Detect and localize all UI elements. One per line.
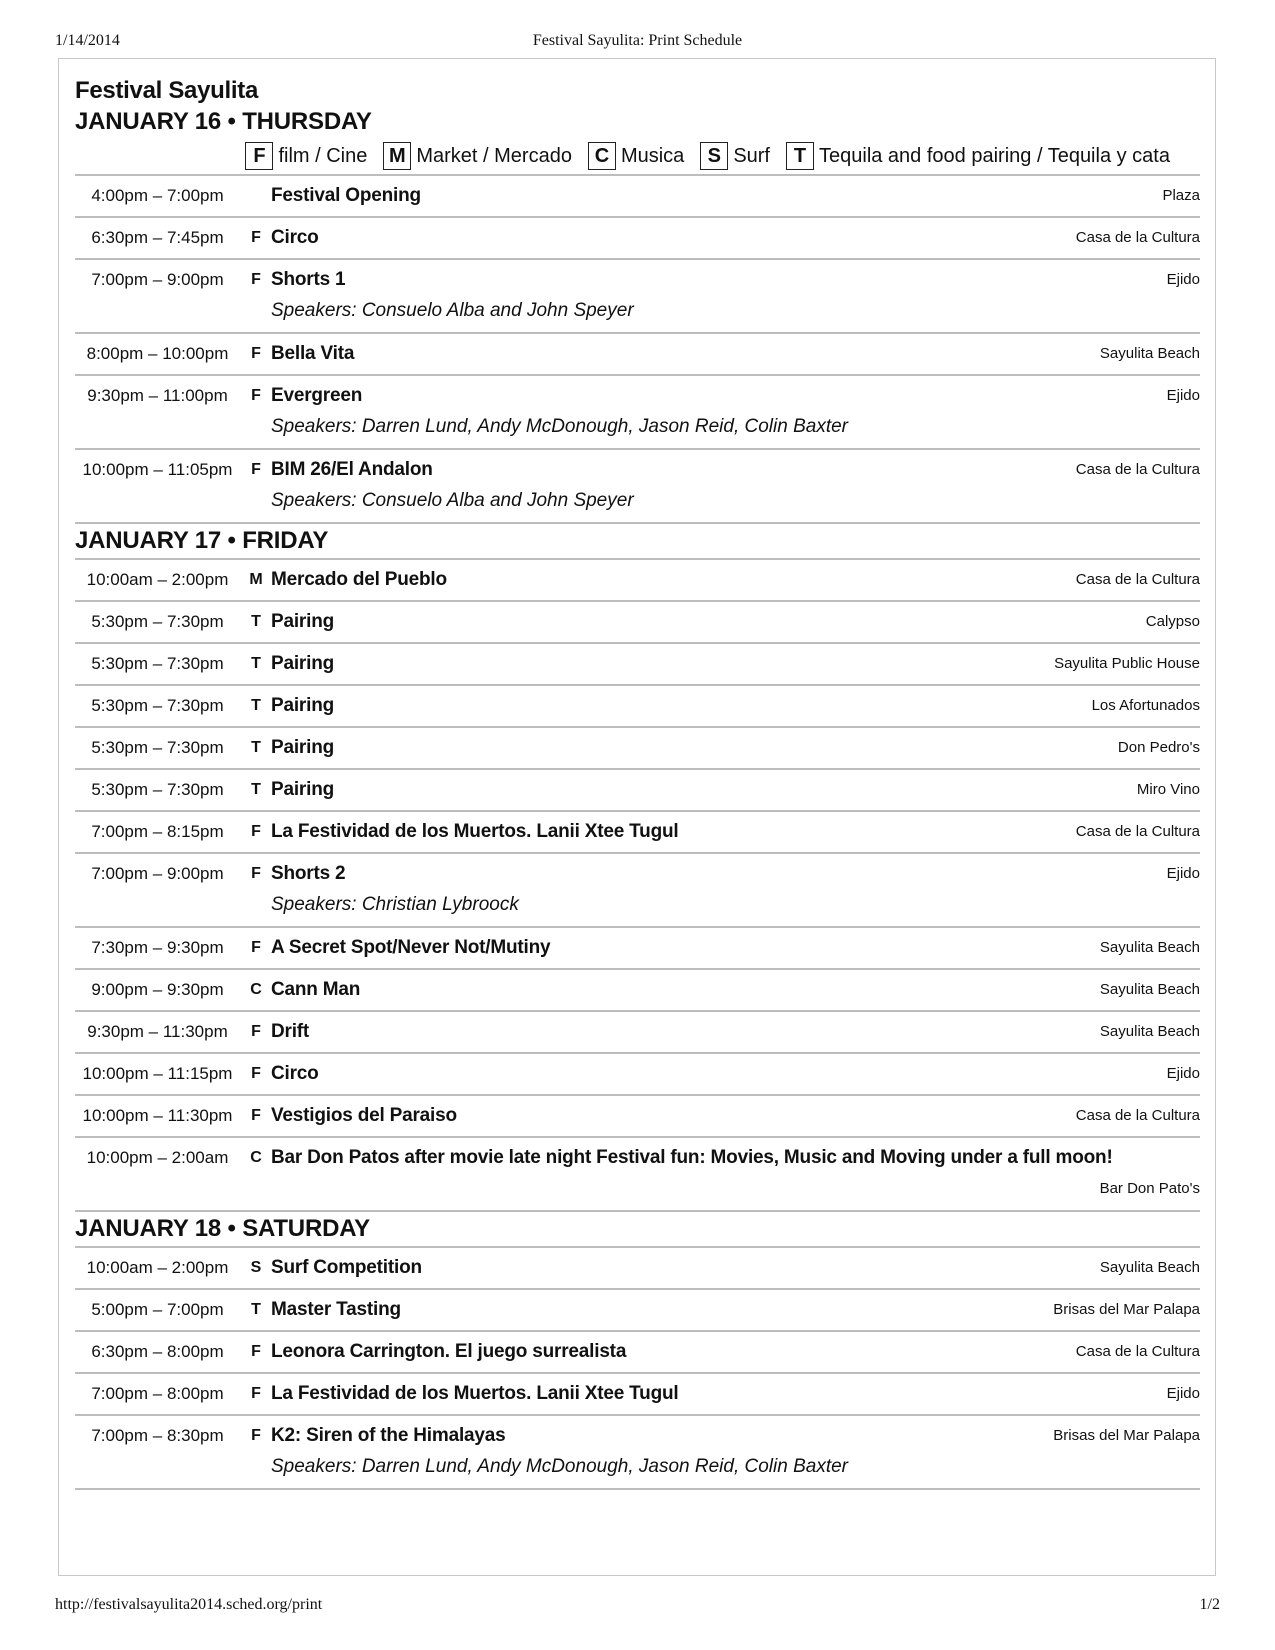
- event-time: 7:30pm – 9:30pm: [91, 938, 224, 957]
- event-speakers: Speakers: Consuelo Alba and John Speyer: [271, 490, 634, 511]
- event-category-code: F: [251, 229, 261, 246]
- legend-item: [700, 142, 770, 170]
- event-row[interactable]: [75, 1332, 1200, 1374]
- event-main-line: [75, 560, 1200, 600]
- event-title[interactable]: Master Tasting: [271, 1299, 401, 1320]
- legend-label: Tequila and food pairing / Tequila y cata: [819, 144, 1170, 167]
- event-venue: Ejido: [1166, 865, 1200, 882]
- event-time: 7:00pm – 9:00pm: [91, 864, 224, 883]
- event-title[interactable]: Pairing: [271, 779, 335, 800]
- event-main-line: [75, 1290, 1200, 1330]
- event-title[interactable]: BIM 26/El Andalon: [271, 459, 433, 480]
- event-time: 10:00pm – 11:15pm: [82, 1064, 233, 1083]
- event-venue: Casa de la Cultura: [1075, 1343, 1200, 1360]
- event-main-line: [75, 334, 1200, 374]
- event-venue: Plaza: [1162, 187, 1200, 204]
- legend-code-box: M: [383, 142, 411, 170]
- event-venue: Casa de la Cultura: [1075, 461, 1200, 478]
- event-category-code: F: [251, 1343, 261, 1360]
- event-row[interactable]: [75, 1290, 1200, 1332]
- event-title[interactable]: Vestigios del Paraiso: [271, 1105, 457, 1126]
- event-venue: Ejido: [1166, 387, 1200, 404]
- event-time: 7:00pm – 8:00pm: [91, 1384, 224, 1403]
- event-category-code: T: [251, 1301, 261, 1318]
- event-row[interactable]: [75, 1012, 1200, 1054]
- event-time: 9:30pm – 11:30pm: [87, 1022, 228, 1041]
- event-venue: Casa de la Cultura: [1075, 823, 1200, 840]
- event-venue: Los Afortunados: [1091, 697, 1200, 714]
- event-title[interactable]: Festival Opening: [271, 185, 421, 206]
- day-heading: JANUARY 17 • FRIDAY: [75, 524, 1200, 560]
- event-venue: Sayulita Beach: [1099, 939, 1200, 956]
- event-category-code: F: [251, 1107, 261, 1124]
- legend-item: [245, 142, 367, 170]
- event-main-line: [75, 812, 1200, 852]
- event-time: 6:30pm – 8:00pm: [91, 1342, 224, 1361]
- event-venue: Sayulita Beach: [1099, 981, 1200, 998]
- event-venue: Sayulita Public House: [1054, 655, 1200, 672]
- event-main-line: [75, 970, 1200, 1010]
- event-main-line: [75, 602, 1200, 642]
- event-row[interactable]: [75, 560, 1200, 602]
- event-main-line: [75, 1332, 1200, 1372]
- event-venue: Sayulita Beach: [1099, 345, 1200, 362]
- event-time: 10:00pm – 11:05pm: [82, 460, 233, 479]
- print-header: [55, 28, 1220, 52]
- event-category-code: F: [251, 271, 261, 288]
- event-category-code: C: [250, 1149, 262, 1166]
- day-section: [75, 106, 1200, 524]
- event-main-line: [75, 686, 1200, 726]
- event-title[interactable]: Drift: [271, 1021, 310, 1042]
- event-category-code: T: [251, 655, 261, 672]
- event-time: 10:00pm – 2:00am: [86, 1148, 229, 1167]
- event-venue: Ejido: [1166, 271, 1200, 288]
- event-row[interactable]: [75, 728, 1200, 770]
- event-main-line: [75, 854, 1200, 894]
- legend-label: Surf: [733, 144, 770, 167]
- event-venue: Sayulita Beach: [1099, 1023, 1200, 1040]
- day-heading: JANUARY 18 • SATURDAY: [75, 1212, 1200, 1248]
- event-category-code: F: [251, 387, 261, 404]
- page-number: 1/2: [1199, 1596, 1220, 1613]
- event-category-code: T: [251, 739, 261, 756]
- event-category-code: F: [251, 1065, 261, 1082]
- event-row[interactable]: [75, 854, 1200, 928]
- event-venue: Casa de la Cultura: [1075, 571, 1200, 588]
- event-category-code: S: [250, 1259, 262, 1276]
- event-category-code: F: [251, 1023, 261, 1040]
- event-category-code: T: [251, 613, 261, 630]
- print-date: 1/14/2014: [55, 32, 120, 49]
- event-venue: Ejido: [1166, 1385, 1200, 1402]
- event-venue: Bar Don Pato's: [1099, 1180, 1200, 1197]
- day-section: [75, 1212, 1200, 1490]
- event-title[interactable]: Leonora Carrington. El juego surrealista: [271, 1341, 627, 1362]
- event-time: 5:30pm – 7:30pm: [91, 654, 224, 673]
- event-main-line: [75, 1054, 1200, 1094]
- event-row[interactable]: [75, 970, 1200, 1012]
- event-venue: Ejido: [1166, 1065, 1200, 1082]
- event-row[interactable]: [75, 1416, 1200, 1490]
- legend-code-box: C: [588, 142, 616, 170]
- event-category-code: F: [251, 939, 261, 956]
- event-time: 10:00am – 2:00pm: [86, 570, 229, 589]
- event-category-code: M: [249, 571, 263, 588]
- legend-code-box: S: [700, 142, 728, 170]
- day-section: [75, 524, 1200, 1212]
- event-row[interactable]: [75, 376, 1200, 450]
- event-main-line: [75, 1096, 1200, 1136]
- event-row[interactable]: [75, 334, 1200, 376]
- event-time: 5:30pm – 7:30pm: [91, 780, 224, 799]
- legend-item: [383, 142, 572, 170]
- event-title[interactable]: Shorts 2: [271, 863, 346, 884]
- event-venue: Casa de la Cultura: [1075, 1107, 1200, 1124]
- site-title: Festival Sayulita: [75, 77, 258, 104]
- event-category-code: F: [251, 345, 261, 362]
- event-category-code: C: [250, 981, 262, 998]
- event-title[interactable]: Mercado del Pueblo: [271, 569, 447, 590]
- event-title[interactable]: Shorts 1: [271, 269, 346, 290]
- category-legend: [75, 138, 1200, 176]
- event-row[interactable]: [75, 1248, 1200, 1290]
- legend-label: Market / Mercado: [416, 144, 572, 167]
- schedule-days: [75, 106, 1200, 1490]
- event-category-code: [245, 176, 267, 216]
- event-main-line: [75, 376, 1200, 416]
- legend-code-box: T: [786, 142, 814, 170]
- event-title[interactable]: La Festividad de los Muertos. Lanii Xtee Tugul: [271, 1383, 679, 1404]
- event-category-code: F: [251, 461, 261, 478]
- event-title[interactable]: Pairing: [271, 653, 335, 674]
- event-venue: Brisas del Mar Palapa: [1053, 1301, 1200, 1318]
- event-row[interactable]: [75, 812, 1200, 854]
- legend-label: film / Cine: [278, 144, 368, 167]
- event-title[interactable]: Pairing: [271, 611, 335, 632]
- legend-label: Musica: [620, 144, 685, 167]
- event-speakers: Speakers: Consuelo Alba and John Speyer: [271, 300, 634, 321]
- event-main-line: [75, 1012, 1200, 1052]
- legend-code-box: F: [245, 142, 273, 170]
- event-main-line: [75, 1248, 1200, 1288]
- event-row[interactable]: [75, 1054, 1200, 1096]
- legend-item: [588, 142, 684, 170]
- event-venue: Miro Vino: [1136, 781, 1200, 798]
- event-main-line: [75, 1138, 1200, 1178]
- event-venue: Brisas del Mar Palapa: [1053, 1427, 1200, 1444]
- event-row[interactable]: [75, 686, 1200, 728]
- event-title[interactable]: Pairing: [271, 695, 335, 716]
- event-time: 4:00pm – 7:00pm: [91, 186, 224, 205]
- event-row[interactable]: [75, 1096, 1200, 1138]
- day-heading: JANUARY 16 • THURSDAY: [75, 108, 372, 135]
- print-footer: [55, 1592, 1220, 1616]
- event-title[interactable]: Circo: [271, 1063, 319, 1084]
- event-main-line: [75, 176, 1200, 216]
- event-category-code: F: [251, 1385, 261, 1402]
- event-speakers: Speakers: Darren Lund, Andy McDonough, Jason Reid, Colin Baxter: [271, 1456, 848, 1477]
- event-time: 8:00pm – 10:00pm: [86, 344, 229, 363]
- event-title[interactable]: Cann Man: [271, 979, 361, 1000]
- event-category-code: F: [251, 865, 261, 882]
- event-venue: Casa de la Cultura: [1075, 229, 1200, 246]
- event-title[interactable]: Pairing: [271, 737, 335, 758]
- event-speakers: Speakers: Christian Lybroock: [271, 894, 519, 915]
- print-title: Festival Sayulita: Print Schedule: [532, 32, 743, 49]
- event-main-line: [75, 218, 1200, 258]
- event-time: 7:00pm – 8:15pm: [91, 822, 224, 841]
- schedule-content: [75, 76, 1200, 1490]
- event-main-line: [75, 770, 1200, 810]
- event-time: 5:30pm – 7:30pm: [91, 738, 224, 757]
- event-main-line: [75, 644, 1200, 684]
- event-row[interactable]: [75, 1374, 1200, 1416]
- event-category-code: F: [251, 823, 261, 840]
- event-main-line: [75, 450, 1200, 490]
- event-row[interactable]: [75, 176, 1200, 218]
- legend-item: [786, 142, 1170, 170]
- event-title[interactable]: Surf Competition: [271, 1257, 422, 1278]
- event-main-line: [75, 1374, 1200, 1414]
- event-venue: Don Pedro's: [1117, 739, 1200, 756]
- event-row[interactable]: [75, 260, 1200, 334]
- event-row[interactable]: [75, 218, 1200, 260]
- event-main-line: [75, 1416, 1200, 1456]
- event-time: 5:30pm – 7:30pm: [91, 696, 224, 715]
- event-time: 6:30pm – 7:45pm: [91, 228, 224, 247]
- event-category-code: F: [251, 1427, 261, 1444]
- event-time: 7:00pm – 9:00pm: [91, 270, 224, 289]
- event-title[interactable]: Bar Don Patos after movie late night Festival fun: Movies, Music and Moving under a full moon!: [271, 1147, 1113, 1168]
- event-row[interactable]: [75, 1138, 1200, 1212]
- print-url: http://festivalsayulita2014.sched.org/print: [55, 1596, 323, 1613]
- event-title[interactable]: A Secret Spot/Never Not/Mutiny: [271, 937, 551, 958]
- event-title[interactable]: Bella Vita: [271, 343, 355, 364]
- event-time: 5:30pm – 7:30pm: [91, 612, 224, 631]
- event-main-line: [75, 728, 1200, 768]
- event-main-line: [75, 260, 1200, 300]
- event-time: 9:30pm – 11:00pm: [87, 386, 228, 405]
- event-title[interactable]: K2: Siren of the Himalayas: [271, 1425, 506, 1446]
- event-title[interactable]: Circo: [271, 227, 319, 248]
- event-row[interactable]: [75, 644, 1200, 686]
- event-row[interactable]: [75, 450, 1200, 524]
- event-row[interactable]: [75, 602, 1200, 644]
- event-main-line: [75, 928, 1200, 968]
- event-venue: Calypso: [1145, 613, 1200, 630]
- event-category-code: T: [251, 697, 261, 714]
- event-row[interactable]: [75, 770, 1200, 812]
- event-speakers: Speakers: Darren Lund, Andy McDonough, Jason Reid, Colin Baxter: [271, 416, 848, 437]
- event-time: 9:00pm – 9:30pm: [91, 980, 224, 999]
- event-title[interactable]: Evergreen: [271, 385, 363, 406]
- event-row[interactable]: [75, 928, 1200, 970]
- event-time: 5:00pm – 7:00pm: [91, 1300, 224, 1319]
- event-venue: Sayulita Beach: [1099, 1259, 1200, 1276]
- event-time: 10:00pm – 11:30pm: [82, 1106, 233, 1125]
- event-category-code: T: [251, 781, 261, 798]
- event-title[interactable]: La Festividad de los Muertos. Lanii Xtee Tugul: [271, 821, 679, 842]
- event-time: 7:00pm – 8:30pm: [91, 1426, 224, 1445]
- event-time: 10:00am – 2:00pm: [86, 1258, 229, 1277]
